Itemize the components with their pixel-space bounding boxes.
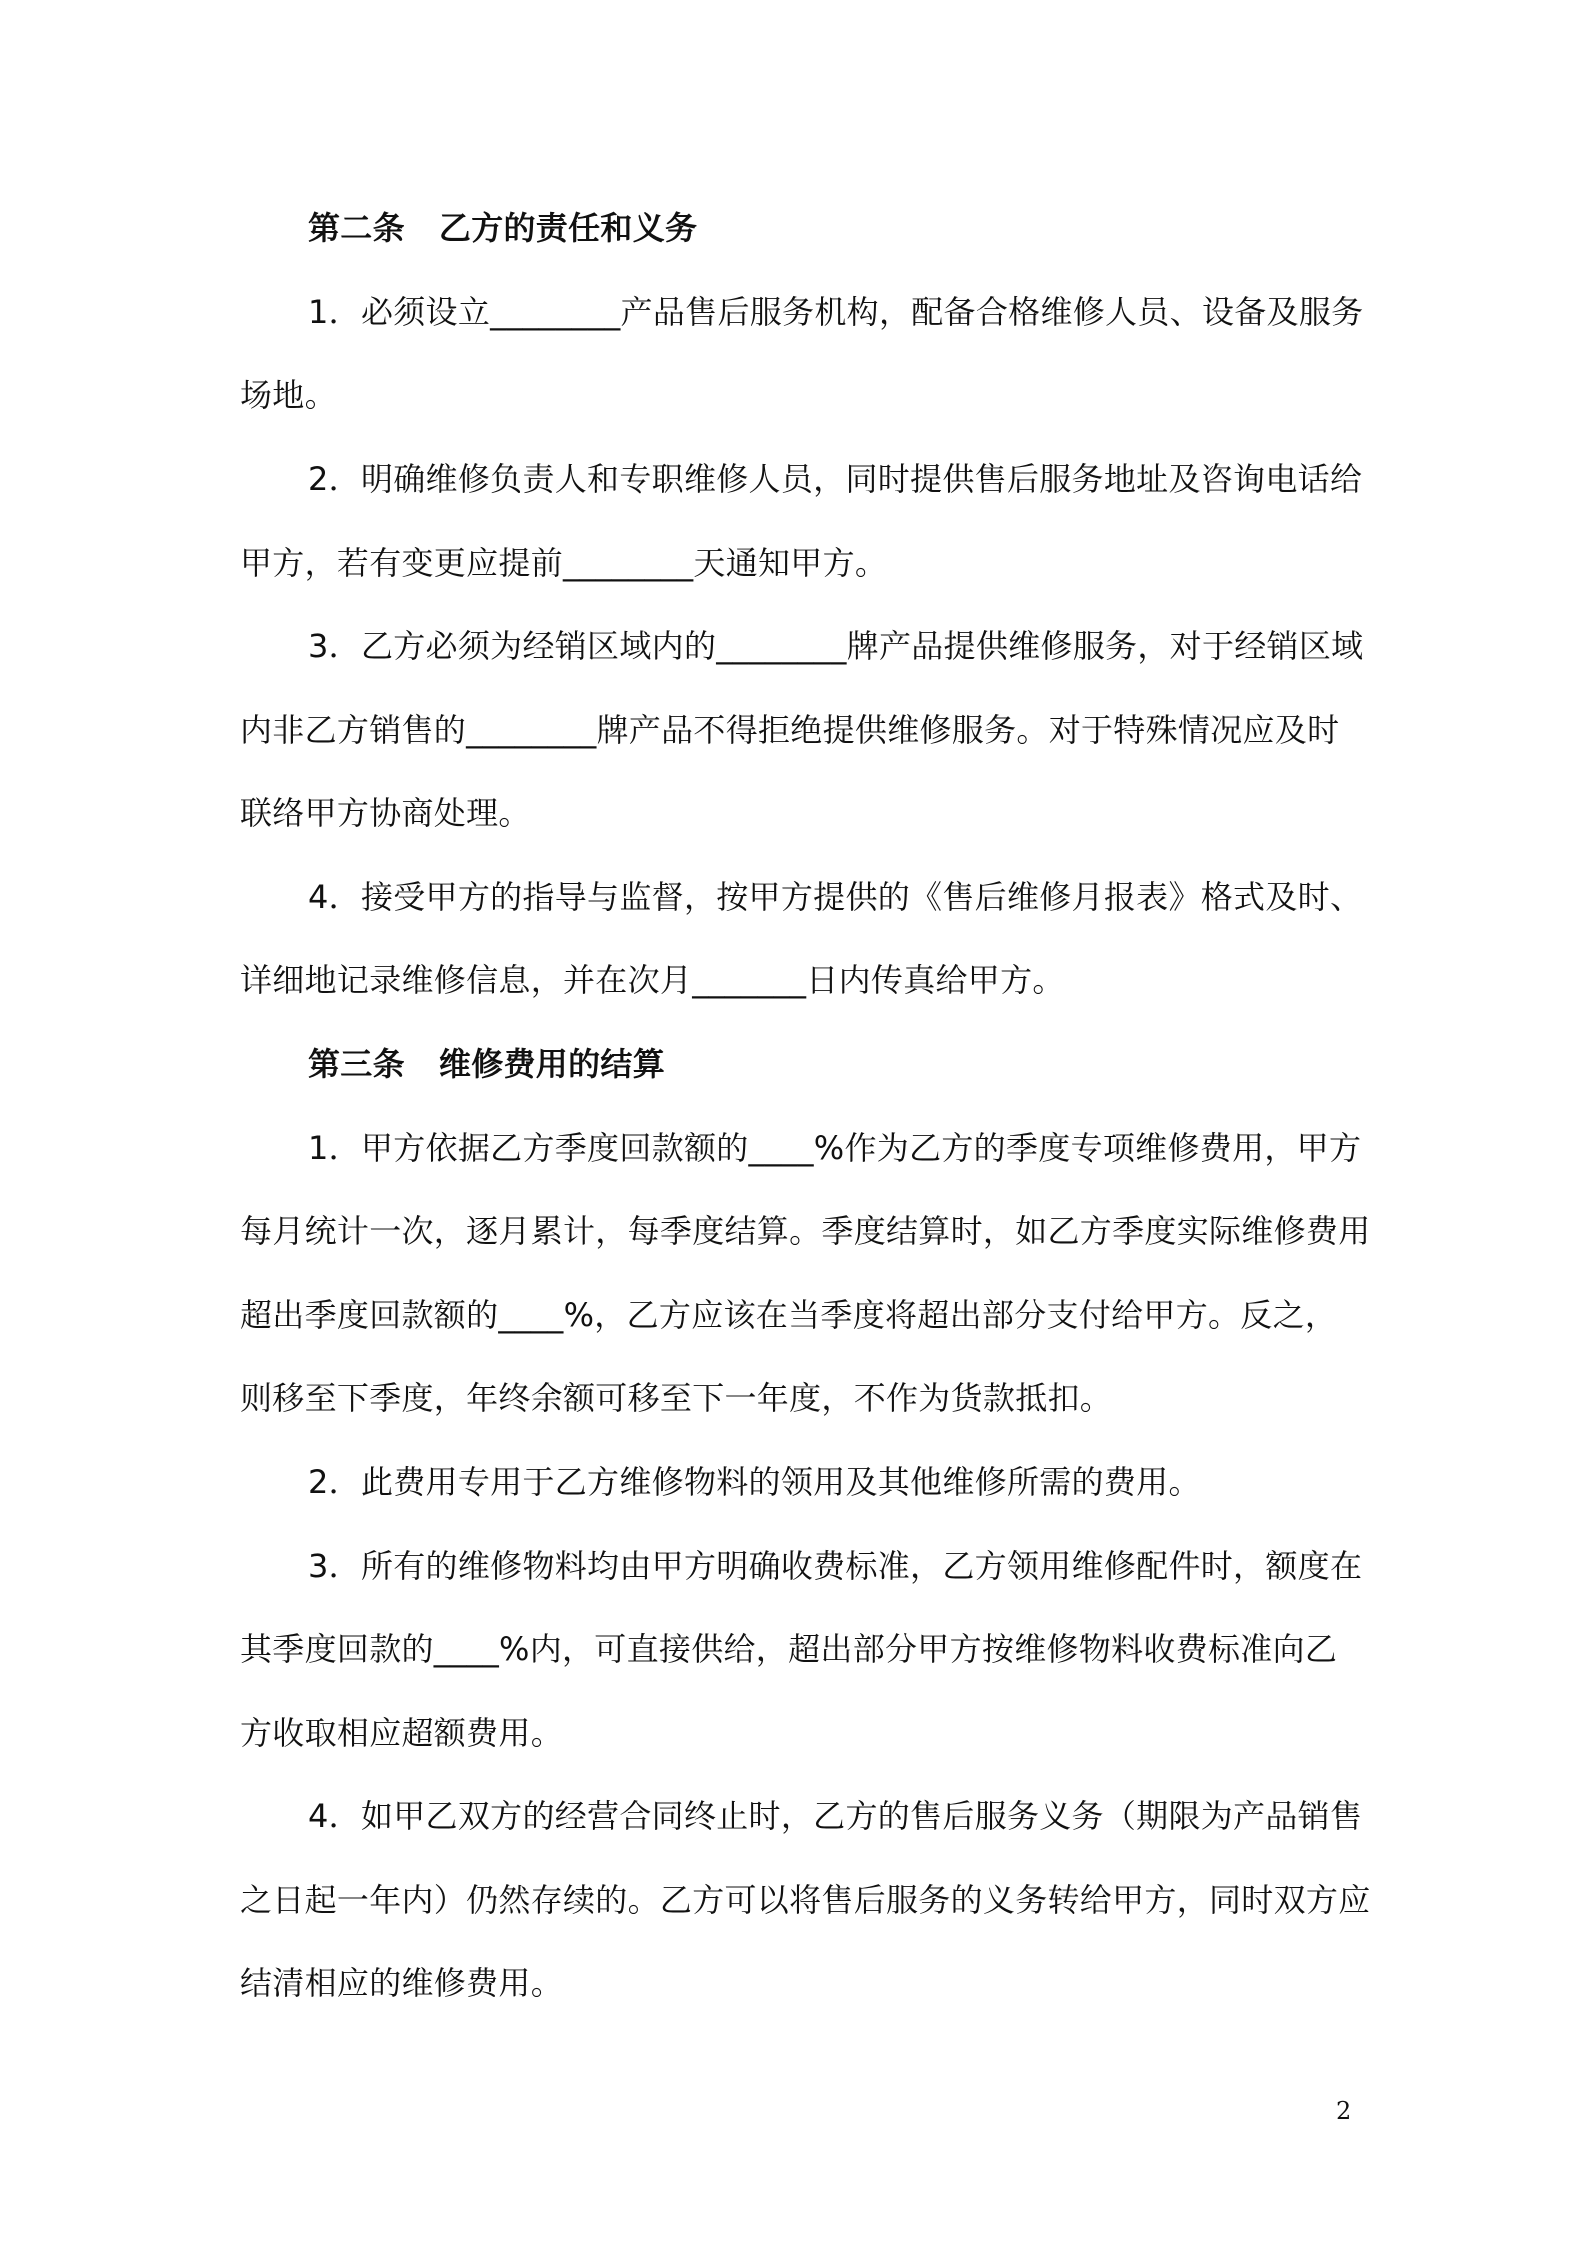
section-2-title: 乙方的责任和义务 — [438, 209, 698, 247]
section-2-heading — [308, 208, 1428, 248]
s2-item3-line3: 联络甲方协商处理。 — [240, 794, 531, 832]
section-3-title: 维修费用的结算 — [438, 1045, 666, 1083]
s2-item1-line1: 1．必须设立________产品售后服务机构，配备合格维修人员、设备及服务 — [308, 293, 1364, 331]
s2-item2-line2: 甲方，若有变更应提前________天通知甲方。 — [240, 544, 888, 582]
section-3-number: 第三条 — [308, 1045, 405, 1083]
s3-item3-line3: 方收取相应超额费用。 — [240, 1714, 564, 1752]
s3-item2-line1: 2．此费用专用于乙方维修物料的领用及其他维修所需的费用。 — [308, 1463, 1201, 1501]
s3-item4-line2: 之日起一年内）仍然存续的。乙方可以将售后服务的义务转给甲方，同时双方应 — [240, 1881, 1371, 1919]
s2-item3-line1: 3．乙方必须为经销区域内的________牌产品提供维修服务，对于经销区域 — [308, 627, 1364, 665]
section-3-heading — [308, 1044, 1428, 1084]
s3-item3-line2: 其季度回款的____%内，可直接供给，超出部分甲方按维修物料收费标准向乙 — [240, 1630, 1338, 1668]
s2-item3-line2: 内非乙方销售的________牌产品不得拒绝提供维修服务。对于特殊情况应及时 — [240, 711, 1340, 749]
s2-item1-line2: 场地。 — [240, 376, 337, 414]
s3-item1-line3: 超出季度回款额的____%，乙方应该在当季度将超出部分支付给甲方。反之， — [240, 1296, 1338, 1334]
s3-item1-line1: 1．甲方依据乙方季度回款额的____%作为乙方的季度专项维修费用，甲方 — [308, 1129, 1362, 1167]
s2-item4-line2: 详细地记录维修信息，并在次月_______日内传真给甲方。 — [240, 961, 1065, 999]
s3-item4-line3: 结清相应的维修费用。 — [240, 1964, 564, 2002]
s3-item3-line1: 3．所有的维修物料均由甲方明确收费标准，乙方领用维修配件时，额度在 — [308, 1547, 1363, 1585]
page-number: 2 — [1336, 2097, 1352, 2125]
s2-item4-line1: 4．接受甲方的指导与监督，按甲方提供的《售后维修月报表》格式及时、 — [308, 878, 1363, 916]
s3-item1-line4: 则移至下季度，年终余额可移至下一年度，不作为货款抵扣。 — [240, 1379, 1113, 1417]
s3-item4-line1: 4．如甲乙双方的经营合同终止时，乙方的售后服务义务（期限为产品销售 — [308, 1797, 1363, 1835]
s2-item2-line1: 2．明确维修负责人和专职维修人员，同时提供售后服务地址及咨询电话给 — [308, 460, 1363, 498]
s3-item1-line2: 每月统计一次，逐月累计，每季度结算。季度结算时，如乙方季度实际维修费用 — [240, 1212, 1371, 1250]
section-2-number: 第二条 — [308, 209, 405, 247]
